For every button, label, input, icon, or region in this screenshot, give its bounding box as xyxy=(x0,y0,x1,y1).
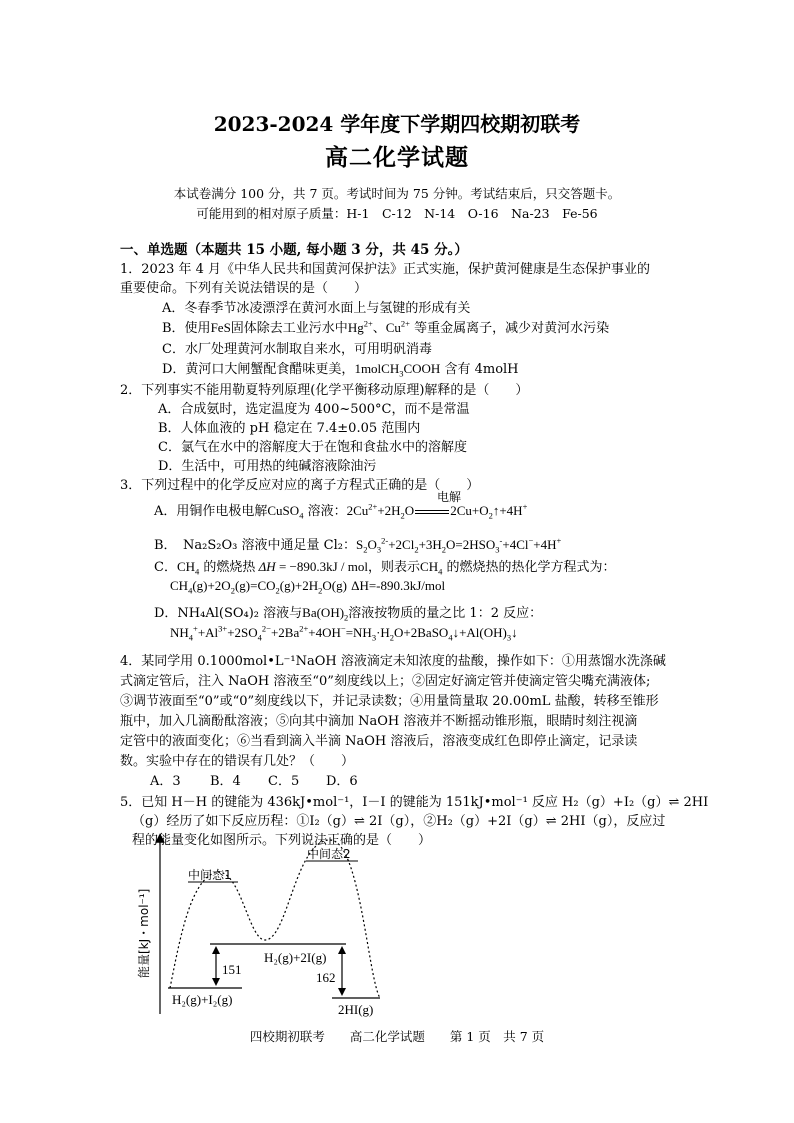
q4-option-c: C．5 xyxy=(268,774,300,789)
q3-option-d: D．NH₄Al(SO₄)₂ 溶液与$Ba(OH)_2$溶液按物质的量之比 1：2 反应： xyxy=(154,605,543,623)
q1-option-c: C．水厂处理黄河水制取自来水，可用明矾消毒 xyxy=(162,342,432,357)
gap2-arrow-head-down xyxy=(338,988,346,996)
q4-line: 瓶中，加入几滴酚酞溶液；⑤向其中滴加 NaOH 溶液并不断摇动锥形瓶，眼睛时刻注视滴 xyxy=(120,714,638,729)
gap2-arrow-head-up xyxy=(338,946,346,954)
q1-stem-line2: 重要使命。下列有关说法错误的是（ ） xyxy=(120,281,368,296)
q3-option-c-equation: $CH_4(g)+2O_2(g)=CO_2(g)+2H_2O(g)$ ΔH=-890.3kJ/mol xyxy=(170,578,446,596)
q4-line: 定管中的液面变化；⑥当看到滴入半滴 NaOH 溶液后，溶液变成红色即停止滴定，记录读 xyxy=(120,734,638,749)
y-axis-label: 能量[kJ・mol⁻¹] xyxy=(137,888,151,978)
products-label: 2HI(g) xyxy=(338,1002,374,1017)
q3-option-c: C．$CH_4$ 的燃烧热 ΔH = −890.3kJ / mol，则表示$CH_4$ 的燃烧热的热化学方程式为： xyxy=(154,559,616,577)
q4-option-a: A．3 xyxy=(150,774,181,789)
q3-option-d-equation: $NH_4^++Al^{3+}+2SO_4^{2-}+2Ba^{2+}+4OH^-=NH_3\cdot H_2O+2BaSO_4↓+Al(OH)_3↓$ xyxy=(170,624,518,643)
q4-line: 数。实验中存在的错误有几处？（ ） xyxy=(120,754,355,769)
exam-intro-line1: 本试卷满分 100 分，共 7 页。考试时间为 75 分钟。考试结束后，只交答题卡。 xyxy=(173,186,621,201)
section-heading: 一、单选题（本题共 15 小题, 每小题 3 分，共 45 分。） xyxy=(120,242,468,258)
q4-line: 4．某同学用 0.1000mol•L⁻¹NaOH 溶液滴定未知浓度的盐酸，操作如下：①用蒸馏水洗涤碱 xyxy=(120,654,666,669)
q3-electrolysis-label: 电解 xyxy=(437,490,462,504)
q2-option-d: D．生活中，可用热的纯碱溶液除油污 xyxy=(158,459,377,474)
intermediate-label: H₂(g)+2I(g) xyxy=(264,950,327,965)
gap2-value: 162 xyxy=(316,970,336,985)
exam-subtitle: 高二化学试题 xyxy=(325,144,469,171)
page-footer: 四校期初联考 高二化学试题 第 1 页 共 7 页 xyxy=(249,1029,545,1044)
q2-option-b: B．人体血液的 pH 稳定在 7.4±0.05 范围内 xyxy=(158,421,421,436)
q3-option-b: B． Na₂S₂O₃ 溶液中通足量 Cl₂：$S_2O_3^{2-}+2Cl_2+3H_2O=2HSO_3^-+4Cl^-+4H^+$ xyxy=(154,535,562,555)
q1-stem-line1: 1．2023 年 4 月《中华人民共和国黄河保护法》正式实施，保护黄河健康是生态保护事业的 xyxy=(120,262,651,277)
q2-option-c: C．氯气在水中的溶解度大于在饱和食盐水中的溶解度 xyxy=(158,440,467,455)
q4-line: ③调节液面至“0”或“0”刻度线以下，并记录读数；④用量筒量取 20.00mL 盐酸，转移至锥形 xyxy=(120,694,659,709)
exam-intro-line2: 可能用到的相对原子质量：H-1 C-12 N-14 O-16 Na-23 Fe-56 xyxy=(196,206,598,221)
q2-option-a: A．合成氨时，选定温度为 400~500°C，而不是常温 xyxy=(158,402,470,417)
energy-diagram xyxy=(130,828,400,1020)
q1-option-d: D．黄河口大闸蟹配食醋味更美，1molCH$_3$COOH 含有 4molH xyxy=(162,361,519,379)
q4-option-b: B．4 xyxy=(210,774,241,789)
q1-option-a: A．冬春季节冰凌漂浮在黄河水面上与氢键的形成有关 xyxy=(162,301,471,316)
reactants-label: H₂(g)+I₂(g) xyxy=(172,992,233,1007)
q5-line: （g）经历了如下反应历程：①I₂（g）⇌ 2I（g），②H₂（g）+2I（g）⇌ 2HI（g），反应过 xyxy=(132,814,666,829)
gap1-arrow-head-up xyxy=(212,946,220,954)
q5-line: 5．已知 H－H 的键能为 436kJ•mol⁻¹，I－I 的键能为 151kJ•mol⁻¹ 反应 H₂（g）+I₂（g）⇌ 2HI xyxy=(120,795,709,810)
gap1-arrow-head-down xyxy=(212,978,220,986)
exam-title: 2023-2024 学年度下学期四校期初联考 xyxy=(213,112,581,136)
q1-option-b: B．使用FeS固体除去工业污水中$Hg^{2+}$、$Cu^{2+}$ 等重金属离子，减少对黄河水污染 xyxy=(162,318,610,336)
state1-label: 中间态1 xyxy=(188,868,232,882)
q2-stem: 2．下列事实不能用勒夏特列原理(化学平衡移动原理)解释的是（ ） xyxy=(120,383,529,398)
q4-option-d: D．6 xyxy=(326,774,358,789)
state2-label: 中间态2 xyxy=(307,847,351,861)
reaction-path-curve xyxy=(170,840,380,998)
q3-option-a: A．用铜作电极电解CuSO$_4$ 溶液：$2Cu^{2+}+2H_2O$ $2Cu+O_2↑+4H^+$ xyxy=(154,501,528,521)
q4-line: 式滴定管后，注入 NaOH 溶液至“0”刻度线以上；②固定好滴定管并使滴定管尖嘴充满液体; xyxy=(120,674,651,689)
q5-line: 程的能量变化如图所示。下列说法正确的是（ ） xyxy=(132,833,432,848)
gap1-value: 151 xyxy=(222,962,242,977)
q3-stem: 3．下列过程中的化学反应对应的离子方程式正确的是（ ） xyxy=(120,478,480,493)
